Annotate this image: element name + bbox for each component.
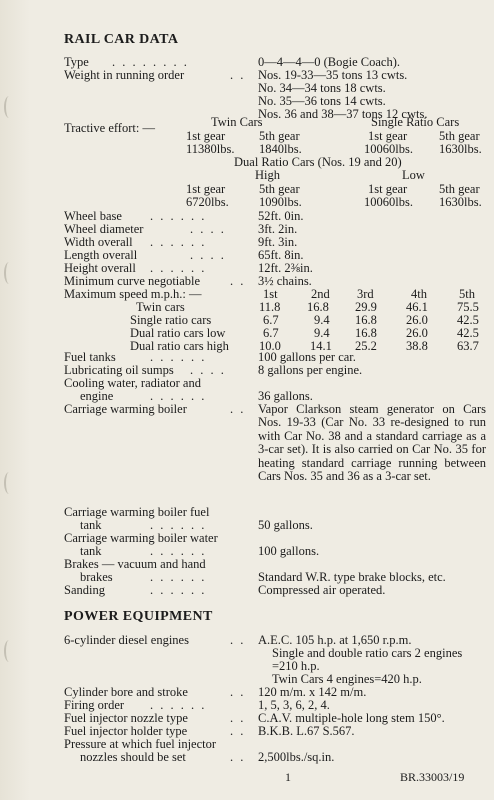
speed-row-label: Single ratio cars [130, 313, 212, 327]
speed-cell: 46.1 [406, 300, 428, 314]
length-label: Length overall [64, 248, 138, 262]
punch-hole-mark [4, 472, 14, 494]
leader-dots: . . . . . . [150, 209, 207, 223]
boiler-fuel-tank-value: 50 gallons. [258, 518, 313, 532]
type-value: 0—4—4—0 (Bogie Coach). [258, 55, 400, 69]
speed-cell: 10.0 [259, 339, 281, 353]
speed-cell: 75.5 [457, 300, 479, 314]
speed-gear-header: 2nd [311, 287, 330, 301]
gear-header: 1st gear [368, 129, 408, 143]
speed-cell: 38.8 [406, 339, 428, 353]
leader-dots: . . . . . . [150, 698, 207, 712]
page-number: 1 [285, 770, 291, 784]
leader-dots: . . . . [190, 248, 226, 262]
speed-gear-header: 1st [263, 287, 278, 301]
speed-cell: 63.7 [457, 339, 479, 353]
cooling-water-label-cont: engine [80, 389, 114, 403]
tractive-value: 11380lbs. [186, 142, 235, 156]
carriage-warming-boiler-label: Carriage warming boiler [64, 402, 187, 416]
wheel-diameter-value: 3ft. 2in. [258, 222, 298, 236]
leader-dots: . . . . . . [150, 350, 207, 364]
high-heading: High [255, 168, 280, 182]
speed-cell: 29.9 [355, 300, 377, 314]
fuel-tanks-label: Fuel tanks [64, 350, 116, 364]
leader-dots: . . . . . . [150, 544, 207, 558]
tractive-value: 1840lbs. [259, 142, 302, 156]
speed-cell: 25.2 [355, 339, 377, 353]
leader-dots: . . [230, 724, 246, 738]
speed-cell: 14.1 [310, 339, 332, 353]
leader-dots: . . . . . . [150, 570, 207, 584]
speed-cell: 16.8 [307, 300, 329, 314]
punch-hole-mark [4, 640, 14, 662]
speed-cell: 6.7 [263, 326, 279, 340]
nozzle-type-value: C.A.V. multiple-hole long stem 150°. [258, 711, 445, 725]
gear-header: 5th gear [439, 182, 480, 196]
speed-cell: 9.4 [314, 326, 330, 340]
leader-dots: . . [230, 633, 246, 647]
punch-hole-mark [4, 96, 14, 118]
gear-header: 1st gear [186, 182, 226, 196]
speed-gear-header: 4th [411, 287, 427, 301]
tractive-value: 10060lbs. [364, 142, 413, 156]
boiler-water-tank-label-cont: tank [80, 544, 102, 558]
injector-pressure-label: Pressure at which fuel injector [64, 737, 217, 751]
wheel-base-value: 52ft. 0in. [258, 209, 304, 223]
punch-hole-mark [4, 262, 14, 284]
tractive-value: 1630lbs. [439, 195, 482, 209]
firing-order-label: Firing order [64, 698, 125, 712]
nozzle-type-label: Fuel injector nozzle type [64, 711, 188, 725]
section-heading-power-equipment: POWER EQUIPMENT [64, 609, 213, 624]
boiler-water-tank-value: 100 gallons. [258, 544, 320, 558]
leader-dots: . . [230, 274, 246, 288]
speed-cell: 6.7 [263, 313, 279, 327]
weight-value: Nos. 36 and 38—37 tons 12 cwts. [258, 107, 428, 121]
tractive-value: 6720lbs. [186, 195, 229, 209]
speed-cell: 16.8 [355, 326, 377, 340]
boiler-fuel-tank-label-cont: tank [80, 518, 102, 532]
sanding-value: Compressed air operated. [258, 583, 386, 597]
brakes-value: Standard W.R. type brake blocks, etc. [258, 570, 446, 584]
leader-dots: . . . . [190, 222, 226, 236]
diesel-engines-label: 6-cylinder diesel engines [64, 633, 189, 647]
tractive-value: 1630lbs. [439, 142, 482, 156]
gear-header: 5th gear [439, 129, 480, 143]
speed-cell: 26.0 [406, 326, 428, 340]
leader-dots: . . . . . . [150, 261, 207, 275]
gear-header: 5th gear [259, 182, 300, 196]
fuel-tanks-value: 100 gallons per car. [258, 350, 356, 364]
single-ratio-cars-heading: Single Ratio Cars [371, 115, 460, 129]
width-value: 9ft. 3in. [258, 235, 298, 249]
min-curve-value: 3½ chains. [258, 274, 312, 288]
type-label: Type [64, 55, 89, 69]
gear-header: 5th gear [259, 129, 300, 143]
leader-dots: . . . . [190, 363, 226, 377]
speed-cell: 11.8 [259, 300, 281, 314]
cooling-water-value: 36 gallons. [258, 389, 313, 403]
tractive-value: 10060lbs. [364, 195, 413, 209]
diesel-engines-value: =210 h.p. [272, 659, 320, 673]
brakes-label: Brakes — vacuum and hand [64, 557, 206, 571]
bore-stroke-value: 120 m/m. x 142 m/m. [258, 685, 367, 699]
section-heading-rail-car-data: RAIL CAR DATA [64, 32, 179, 47]
leader-dots: . . [230, 68, 246, 82]
speed-cell: 9.4 [314, 313, 330, 327]
tractive-effort-label: Tractive effort: — [64, 121, 155, 135]
height-value: 12ft. 2⅜in. [258, 261, 313, 275]
speed-row-label: Dual ratio cars low [130, 326, 226, 340]
tractive-value: 1090lbs. [259, 195, 302, 209]
holder-type-label: Fuel injector holder type [64, 724, 188, 738]
boiler-water-tank-label: Carriage warming boiler water [64, 531, 218, 545]
weight-value: Nos. 19-33—35 tons 13 cwts. [258, 68, 408, 82]
injector-pressure-label-cont: nozzles should be set [80, 750, 186, 764]
leader-dots: . . . . . . [150, 389, 207, 403]
firing-order-value: 1, 5, 3, 6, 2, 4. [258, 698, 330, 712]
bore-stroke-label: Cylinder bore and stroke [64, 685, 188, 699]
diesel-engines-value: A.E.C. 105 h.p. at 1,650 r.p.m. [258, 633, 412, 647]
lub-oil-value: 8 gallons per engine. [258, 363, 363, 377]
sanding-label: Sanding [64, 583, 105, 597]
length-value: 65ft. 8in. [258, 248, 304, 262]
gear-header: 1st gear [368, 182, 408, 196]
speed-cell: 16.8 [355, 313, 377, 327]
width-label: Width overall [64, 235, 133, 249]
wheel-base-label: Wheel base [64, 209, 122, 223]
brakes-label-cont: brakes [80, 570, 113, 584]
lub-oil-label: Lubricating oil sumps [64, 363, 174, 377]
speed-row-label: Dual ratio cars high [130, 339, 229, 353]
leader-dots: . . . . . . . . [112, 55, 189, 69]
dual-ratio-heading: Dual Ratio Cars (Nos. 19 and 20) [234, 155, 402, 169]
cooling-water-label: Cooling water, radiator and [64, 376, 201, 390]
diesel-engines-value: Twin Cars 4 engines=420 h.p. [272, 672, 422, 686]
speed-gear-header: 3rd [357, 287, 374, 301]
speed-row-label: Twin cars [136, 300, 185, 314]
speed-cell: 42.5 [457, 313, 479, 327]
leader-dots: . . . . . . [150, 583, 207, 597]
weight-value: No. 35—36 tons 14 cwts. [258, 94, 386, 108]
carriage-warming-boiler-value: Vapor Clarkson steam generator on Cars Nos. 19-33 (Car No. 33 re-designed to run with Car No. 38 and a standard carriage as a 3-car set). It is also carried on Car No. 35 for heating standard carriage running between Cars Nos. 35 and 36 as a 3-car set. [258, 402, 486, 484]
gear-header: 1st gear [186, 129, 226, 143]
injector-pressure-value: 2,500lbs./sq.in. [258, 750, 335, 764]
weight-value: No. 34—34 tons 18 cwts. [258, 81, 386, 95]
wheel-diameter-label: Wheel diameter [64, 222, 144, 236]
leader-dots: . . . . . . [150, 235, 207, 249]
holder-type-value: B.K.B. L.67 S.567. [258, 724, 355, 738]
speed-cell: 42.5 [457, 326, 479, 340]
leader-dots: . . [230, 685, 246, 699]
low-heading: Low [402, 168, 425, 182]
leader-dots: . . . . . . [150, 518, 207, 532]
min-curve-label: Minimum curve negotiable [64, 274, 201, 288]
twin-cars-heading: Twin Cars [211, 115, 263, 129]
weight-label: Weight in running order [64, 68, 185, 82]
diesel-engines-value: Single and double ratio cars 2 engines [272, 646, 463, 660]
document-reference: BR.33003/19 [400, 770, 465, 784]
boiler-fuel-tank-label: Carriage warming boiler fuel [64, 505, 210, 519]
leader-dots: . . [230, 750, 246, 764]
speed-cell: 26.0 [406, 313, 428, 327]
page-binding-shadow [0, 0, 30, 800]
leader-dots: . . [230, 402, 246, 416]
speed-gear-header: 5th [459, 287, 475, 301]
leader-dots: . . [230, 711, 246, 725]
height-label: Height overall [64, 261, 136, 275]
max-speed-label: Maximum speed m.p.h.: — [64, 287, 202, 301]
